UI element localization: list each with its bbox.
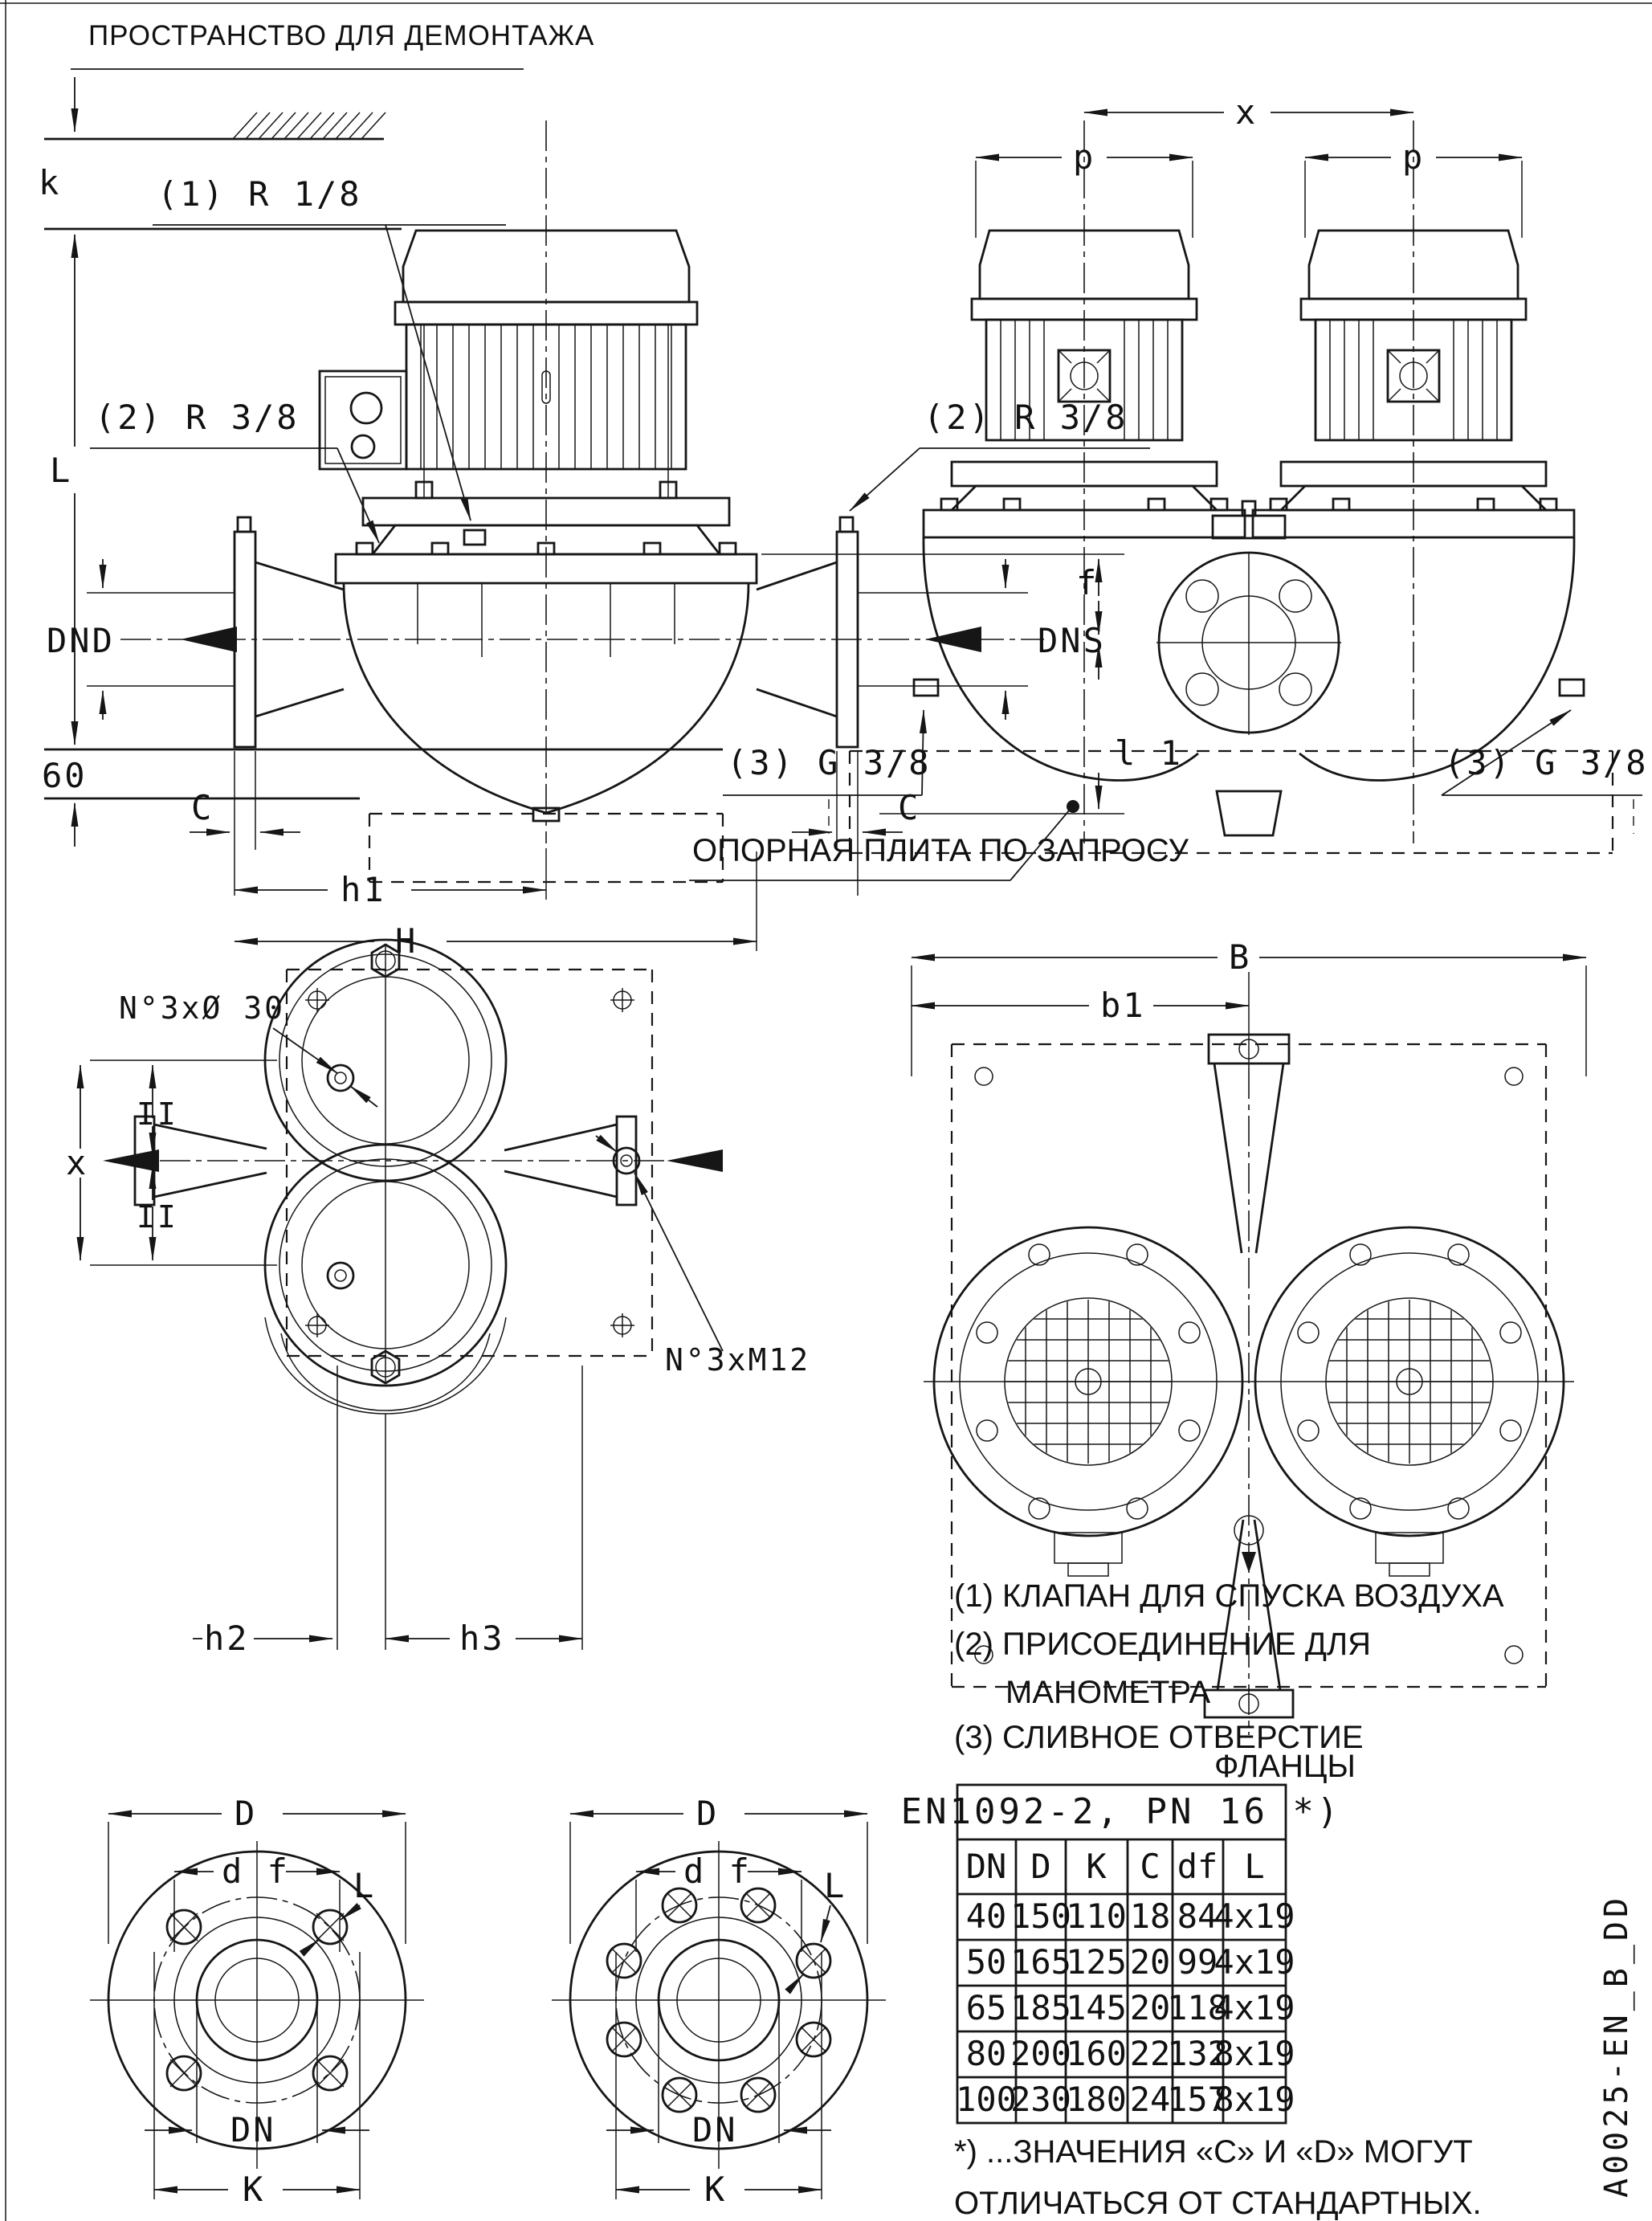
cell-l: 4x19 <box>1214 1942 1295 1982</box>
dim-label-p-right: p <box>1402 137 1426 177</box>
flow-arrow-icon <box>667 1149 723 1172</box>
dim-label-x-top: x <box>66 1143 89 1182</box>
dim-label-Lhole-left: L <box>353 1866 377 1905</box>
dim-label-equal-upper: II <box>137 1096 178 1132</box>
fan-cover-left <box>934 1227 1242 1576</box>
dim-label-H: H <box>395 921 418 961</box>
dim-label-C-left: C <box>191 788 214 827</box>
support-plate-label: ОПОРНАЯ ПЛИТА ПО ЗАПРОСУ <box>692 833 1189 868</box>
dim-label-Lhole-right: L <box>824 1866 847 1905</box>
callout-drain-left <box>723 710 932 795</box>
dim-h1 <box>235 848 546 909</box>
cell-dn: 65 <box>965 1988 1007 2027</box>
flange-hole <box>328 1263 353 1288</box>
note-2: (2) ПРИСОЕДИНЕНИЕ ДЛЯ <box>954 1627 1372 1662</box>
casing-top-view <box>66 940 810 1658</box>
cell-k: 145 <box>1066 1988 1127 2027</box>
dim-label-h1: h1 <box>341 870 386 909</box>
cell-dn: 50 <box>965 1942 1007 1982</box>
dim-label-p-left: p <box>1073 137 1096 177</box>
dim-label-D-left: D <box>235 1794 258 1833</box>
note-3: (3) СЛИВНОЕ ОТВЕРСТИЕ <box>954 1720 1364 1755</box>
callout-drain-right <box>1442 710 1649 795</box>
port-label-gauge-left: (2) R 3/8 <box>95 398 300 437</box>
discharge-flange <box>235 517 344 747</box>
dim-label-DND: DND <box>47 621 115 660</box>
callout-gauge-left <box>90 398 379 543</box>
cell-l: 8x19 <box>1214 2080 1295 2119</box>
dismantling-space <box>39 20 594 273</box>
twin-pump-front-view <box>829 92 1634 853</box>
flow-arrow-icon <box>103 1149 159 1172</box>
cell-dn: 100 <box>956 2080 1017 2119</box>
dim-l1 <box>879 644 1183 814</box>
ceiling-hatch <box>233 112 385 139</box>
flow-arrow-icon <box>925 627 981 652</box>
cell-df: 99 <box>1177 1942 1218 1982</box>
dim-label-B: B <box>1229 937 1252 977</box>
flange-detail-4-hole <box>90 1794 424 2209</box>
air-vent-valve <box>464 530 485 545</box>
callout-holes-flange <box>119 990 377 1107</box>
table-row <box>966 1988 1295 2027</box>
port-label-gauge-right: (2) R 3/8 <box>924 398 1128 437</box>
cell-d: 230 <box>1010 2080 1071 2119</box>
notes-block <box>954 1578 1504 1784</box>
callout-holes-thread <box>596 1136 810 1378</box>
cell-k: 160 <box>1066 2034 1127 2073</box>
table-row <box>956 2080 1295 2119</box>
dim-label-k: k <box>39 163 62 202</box>
dim-label-l1: l 1 <box>1115 733 1183 773</box>
cell-l: 4x19 <box>1214 1988 1295 2027</box>
cell-k: 180 <box>1066 2080 1127 2119</box>
cell-d: 185 <box>1010 1988 1071 2027</box>
drain-plug-left <box>914 680 938 696</box>
dim-label-b1: b1 <box>1100 986 1146 1025</box>
dim-label-h3: h3 <box>459 1619 505 1658</box>
dim-label-D-right: D <box>696 1794 720 1833</box>
note-2b: МАНОМЕТРА <box>1005 1675 1211 1710</box>
col-header-df: df <box>1177 1847 1218 1886</box>
callout-support-plate <box>689 800 1189 880</box>
label-holes-thread: N°3xM12 <box>665 1342 811 1378</box>
cell-dn: 80 <box>965 2034 1007 2073</box>
dim-label-df-right: d f <box>683 1852 752 1891</box>
dim-h2-h3 <box>193 1366 582 1658</box>
cell-k: 125 <box>1066 1942 1127 1982</box>
col-header-c: C <box>1140 1847 1160 1886</box>
dim-label-h2: h2 <box>204 1619 250 1658</box>
drawing-code: A0025-EN_B_DD <box>1598 1893 1635 2198</box>
port-label-vent: (1) R 1/8 <box>157 174 362 214</box>
terminal-box <box>320 371 406 469</box>
footnote-line1: *) ...ЗНАЧЕНИЯ «C» И «D» МОГУТ <box>954 2134 1473 2170</box>
dim-C-left <box>190 751 300 896</box>
col-header-dn: DN <box>965 1847 1007 1886</box>
flange-table <box>901 1785 1482 2221</box>
dim-label-DN-left: DN <box>230 2110 276 2150</box>
col-header-k: K <box>1086 1847 1107 1886</box>
col-header-l: L <box>1244 1847 1265 1886</box>
cell-dn: 40 <box>965 1896 1007 1936</box>
label-holes-flange: N°3xØ 30 <box>119 990 286 1026</box>
cell-c: 18 <box>1129 1896 1171 1936</box>
dim-label-x-front: x <box>1235 92 1258 132</box>
down-arrow-icon <box>1242 1552 1256 1573</box>
cell-df: 118 <box>1167 1988 1228 2027</box>
dim-label-K-left: K <box>243 2170 266 2209</box>
dim-label-equal-lower: II <box>137 1199 178 1235</box>
top-view-plate-dashed <box>287 970 652 1356</box>
dim-label-60: 60 <box>42 756 88 795</box>
dim-label-DNS: DNS <box>1038 621 1106 660</box>
dim-L-chain <box>42 273 723 847</box>
fan-cover-right <box>1255 1227 1564 1576</box>
cell-df: 157 <box>1167 2080 1228 2119</box>
dismantling-title: ПРОСТРАНСТВО ДЛЯ ДЕМОНТАЖА <box>88 20 595 51</box>
drain-plug-right <box>1560 680 1584 696</box>
table-row <box>966 1896 1295 1936</box>
cell-d: 200 <box>1010 2034 1071 2073</box>
cell-l: 4x19 <box>1214 1896 1295 1936</box>
table-row <box>966 1942 1295 1982</box>
note-1: (1) КЛАПАН ДЛЯ СПУСКА ВОЗДУХА <box>954 1578 1504 1614</box>
cell-c: 22 <box>1129 2034 1171 2073</box>
flanges-title: ФЛАНЦЫ <box>1214 1749 1356 1784</box>
flow-arrow-icon <box>181 627 237 652</box>
twin-top-view <box>912 937 1586 1735</box>
footnote-line2: ОТЛИЧАТЬСЯ ОТ СТАНДАРТНЫХ. <box>954 2186 1482 2221</box>
dim-label-K-right: K <box>704 2170 728 2209</box>
cell-d: 150 <box>1010 1896 1071 1936</box>
cell-c: 20 <box>1129 1988 1171 2027</box>
dim-label-L: L <box>50 451 73 490</box>
flange-detail-8-hole <box>552 1794 886 2209</box>
cell-l: 8x19 <box>1214 2034 1295 2073</box>
cell-k: 110 <box>1066 1896 1127 1936</box>
dim-H <box>235 851 757 961</box>
cell-df: 84 <box>1177 1896 1218 1936</box>
cell-d: 165 <box>1010 1942 1071 1982</box>
suction-flange <box>757 517 858 747</box>
dim-label-DN-right: DN <box>692 2110 738 2150</box>
port-label-drain-right: (3) G 3/8 <box>1444 743 1649 782</box>
callout-gauge-right <box>850 398 1150 511</box>
dim-label-f: f <box>1076 563 1099 602</box>
dim-label-C-right: C <box>898 788 921 827</box>
port-label-drain-left: (3) G 3/8 <box>727 743 932 782</box>
cell-c: 24 <box>1129 2080 1171 2119</box>
col-header-d: D <box>1030 1847 1051 1886</box>
cell-df: 132 <box>1167 2034 1228 2073</box>
table-row <box>966 2034 1295 2073</box>
cell-c: 20 <box>1129 1942 1171 1982</box>
table-standard: EN1092-2, PN 16 *) <box>900 1791 1342 1832</box>
central-flange <box>1156 501 1341 835</box>
dim-label-df-left: d f <box>222 1852 290 1891</box>
